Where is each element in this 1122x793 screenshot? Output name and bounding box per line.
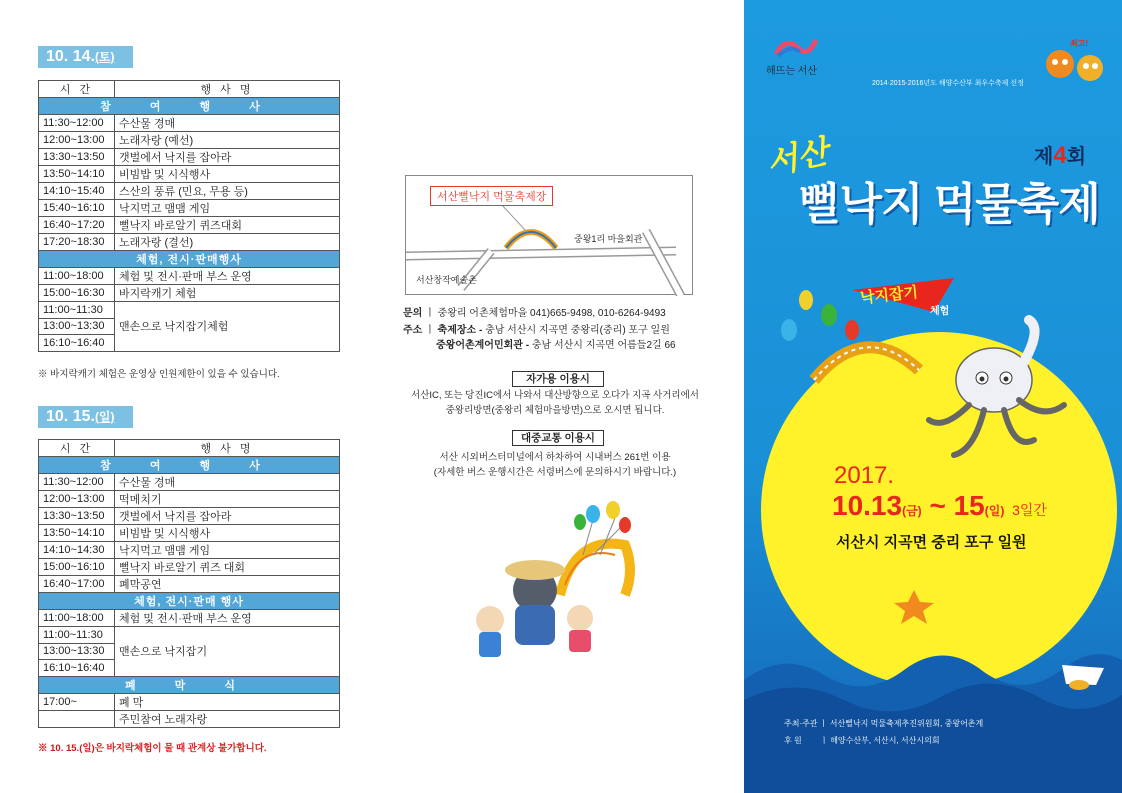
time-cell [39,710,115,727]
festival-cover [744,0,1122,793]
section-experience: 체험, 전시·판매 행사 [39,593,340,610]
time-cell: 14:10~14:30 [39,542,115,559]
event-cell: 뻘낙지 바로알기 퀴즈대회 [115,217,340,234]
car-title: 자가용 이용시 [512,371,604,387]
time-cell: 13:50~14:10 [39,166,115,183]
time-cell: 11:30~12:00 [39,474,115,491]
event-cell: 노래자랑 (예선) [115,132,340,149]
day2-schedule-table [38,439,340,728]
bus-line-1: 서산 시외버스터미널에서 하차하여 시내버스 261번 이용 [439,452,671,463]
city-logo-icon [772,34,812,58]
edition-suffix: 회 [1066,146,1087,168]
bus-directions [395,450,715,480]
table-row [39,610,340,627]
event-cell: 떡메치기 [115,491,340,508]
time-cell: 14:10~15:40 [39,183,115,200]
sponsor-label: 후 원 [784,736,802,745]
edition-number: 4 [1053,142,1067,169]
time-cell: 13:50~14:10 [39,525,115,542]
address-label: 주소 [403,325,423,336]
date-end-weekday: (일) [984,504,1005,518]
time-cell: 11:00~11:30 [39,302,115,319]
festival-dates [832,490,1047,522]
city-logo-text: 해뜨는 서산 [766,66,818,77]
event-cell: 수산물 경매 [115,474,340,491]
header-event: 행 사 명 [115,440,340,457]
edition [1034,140,1086,170]
host-line: 주최·주관 ㅣ 서산뻘낙지 먹물축제추진위원회, 중왕어촌계 [784,719,984,728]
time-cell: 17:20~18:30 [39,234,115,251]
address-hall-text: 충남 서산시 지곡면 어름들2길 66 [531,340,676,351]
table-row [39,542,340,559]
section-row [39,593,340,610]
day1-weekday: (토) [94,50,115,64]
selected-text: 2014·2015·2016년도 해양수산부 최우수축제 선정 [872,80,1024,87]
host-text: 서산뻘낙지 먹물축제추진위원회, 중왕어촌계 [829,719,984,728]
table-row [39,710,340,727]
day2-date: 10. 15. [46,408,95,425]
day1-date: 10. 14. [46,48,95,65]
event-cell: 비빔밥 및 시식행사 [115,525,340,542]
day2-weekday: (일) [94,410,115,424]
table-row [39,525,340,542]
event-cell: 폐 막 [115,693,340,710]
time-cell: 17:00~ [39,693,115,710]
address-line-2 [436,336,676,351]
table-row [39,149,340,166]
host-label: 주최·주관 [784,719,818,728]
bus-line-2: (자세한 버스 운행시간은 서령버스에 문의하시기 바랍니다.) [433,467,677,478]
section-closing: 폐 막 식 [39,676,340,693]
address-venue-text: 충남 서산시 지곡면 중왕리(중리) 포구 일원 [485,325,670,336]
event-cell: 체험 및 전시·판매 부스 운영 [115,268,340,285]
contact-label: 문의 [403,308,423,319]
time-cell: 15:00~16:10 [39,559,115,576]
sponsor-text: 해양수산부, 서산시, 서산시의회 [830,736,940,745]
event-cell: 갯벌에서 낙지를 잡아라 [115,508,340,525]
map-venue-label: 서산뻘낙지 먹물축제장 [430,186,553,206]
table-header-row [39,440,340,457]
time-cell: 11:00~18:00 [39,268,115,285]
section-row [39,676,340,693]
event-cell: 맨손으로 낙지잡기체험 [115,302,340,352]
address-hall-label: 중왕어촌계어민회관 - [436,340,530,351]
table-row [39,268,340,285]
table-row [39,132,340,149]
time-cell: 13:00~13:30 [39,643,115,660]
event-cell: 낙지먹고 맴맴 게임 [115,542,340,559]
time-cell: 13:30~13:50 [39,149,115,166]
section-row [39,251,340,268]
flag-sub: 체험 [930,306,950,317]
time-cell: 15:40~16:10 [39,200,115,217]
day1-note: ※ 바지락캐기 체험은 운영상 인원제한이 있을 수 있습니다. [38,369,280,380]
header-time: 시 간 [39,81,115,98]
table-row [39,491,340,508]
table-row [39,559,340,576]
mascot-icon [1042,44,1112,90]
time-cell: 11:30~12:00 [39,115,115,132]
event-cell: 폐막공연 [115,576,340,593]
section-participation: 참 여 행 사 [39,98,340,115]
time-cell: 13:30~13:50 [39,508,115,525]
flag-text: 낙지잡기 [859,284,919,307]
table-row [39,693,340,710]
time-cell: 11:00~18:00 [39,610,115,627]
section-participation: 참 여 행 사 [39,457,340,474]
header-time: 시 간 [39,440,115,457]
table-row [39,166,340,183]
table-row [39,627,340,644]
time-cell: 12:00~13:00 [39,491,115,508]
date-separator: ~ [921,490,954,521]
table-row [39,217,340,234]
table-row [39,285,340,302]
festival-title: 뻘낙지 먹물축제 [798,180,1100,229]
header-event: 행 사 명 [115,81,340,98]
time-cell: 16:10~16:40 [39,660,115,677]
address-line-1: 주소 ㅣ 축제장소 - 충남 서산시 지곡면 중왕리(중리) 포구 일원 [403,325,670,336]
table-header-row [39,81,340,98]
contact-text: 중왕리 어촌체험마을 041)665-9498, 010-6264-9493 [437,308,666,319]
mascot-badge: 최고! [1070,39,1089,48]
time-cell: 15:00~16:30 [39,285,115,302]
date-end: 15 [953,490,985,521]
time-cell: 12:00~13:00 [39,132,115,149]
title-small: 서산 [763,132,832,181]
event-cell: 체험 및 전시·판매 부스 운영 [115,610,340,627]
bus-title: 대중교통 이용시 [512,430,604,446]
table-row [39,200,340,217]
cover-artwork [744,0,1122,793]
table-row [39,183,340,200]
event-cell: 낙지먹고 맴맴 게임 [115,200,340,217]
table-row [39,234,340,251]
event-cell: 비빔밥 및 시식행사 [115,166,340,183]
section-experience: 체험, 전시·판매행사 [39,251,340,268]
map-art-center-label: 서산창작예술촌 [416,275,477,285]
section-row [39,457,340,474]
table-row [39,508,340,525]
address-venue-label: 축제장소 - [437,325,483,336]
venue-map [405,175,693,295]
table-row [39,302,340,319]
festival-year: 2017. [834,462,895,489]
event-cell: 갯벌에서 낙지를 잡아라 [115,149,340,166]
map-hall-label: 중왕1리 마을회관 [574,234,643,244]
event-cell: 스산의 풍류 (민요, 무용 등) [115,183,340,200]
car-line-2: 중왕리방면(중왕리 체험마을방면)으로 오시면 됩니다. [445,405,665,416]
table-row [39,474,340,491]
event-cell: 맨손으로 낙지잡기 [115,627,340,677]
day1-schedule-table [38,80,340,352]
day2-date-tab [38,406,133,428]
section-row [39,98,340,115]
contact-line: 문의 ㅣ 중왕리 어촌체험마을 041)665-9498, 010-6264-9493 [403,308,666,319]
event-cell: 주민참여 노래자랑 [115,710,340,727]
event-cell: 뻘낙지 바로알기 퀴즈 대회 [115,559,340,576]
time-cell: 13:00~13:30 [39,318,115,335]
time-cell: 11:00~11:30 [39,627,115,644]
table-row [39,576,340,593]
time-cell: 16:40~17:00 [39,576,115,593]
day1-date-tab [38,46,133,68]
car-line-1: 서산IC, 또는 당진IC에서 나와서 대산방향으로 오다가 지곡 사거리에서 [411,390,699,401]
sponsor-line: 후 원 ㅣ 해양수산부, 서산시, 서산시의회 [784,736,940,745]
date-start-weekday: (금) [902,504,922,518]
table-row [39,115,340,132]
event-cell: 수산물 경매 [115,115,340,132]
day2-note: ※ 10. 15.(일)은 바지락체험이 물 때 관계상 불가합니다. [38,743,267,754]
time-cell: 16:10~16:40 [39,335,115,352]
event-cell: 노래자랑 (결선) [115,234,340,251]
car-directions [395,388,715,418]
festival-location: 서산시 지곡면 중리 포구 일원 [836,534,1027,551]
date-start: 10.13 [832,490,903,521]
event-cell: 바지락캐기 체험 [115,285,340,302]
mascot-illustration [465,500,645,665]
time-cell: 16:40~17:20 [39,217,115,234]
edition-prefix: 제 [1034,146,1054,168]
date-days: 3일간 [1012,502,1047,518]
